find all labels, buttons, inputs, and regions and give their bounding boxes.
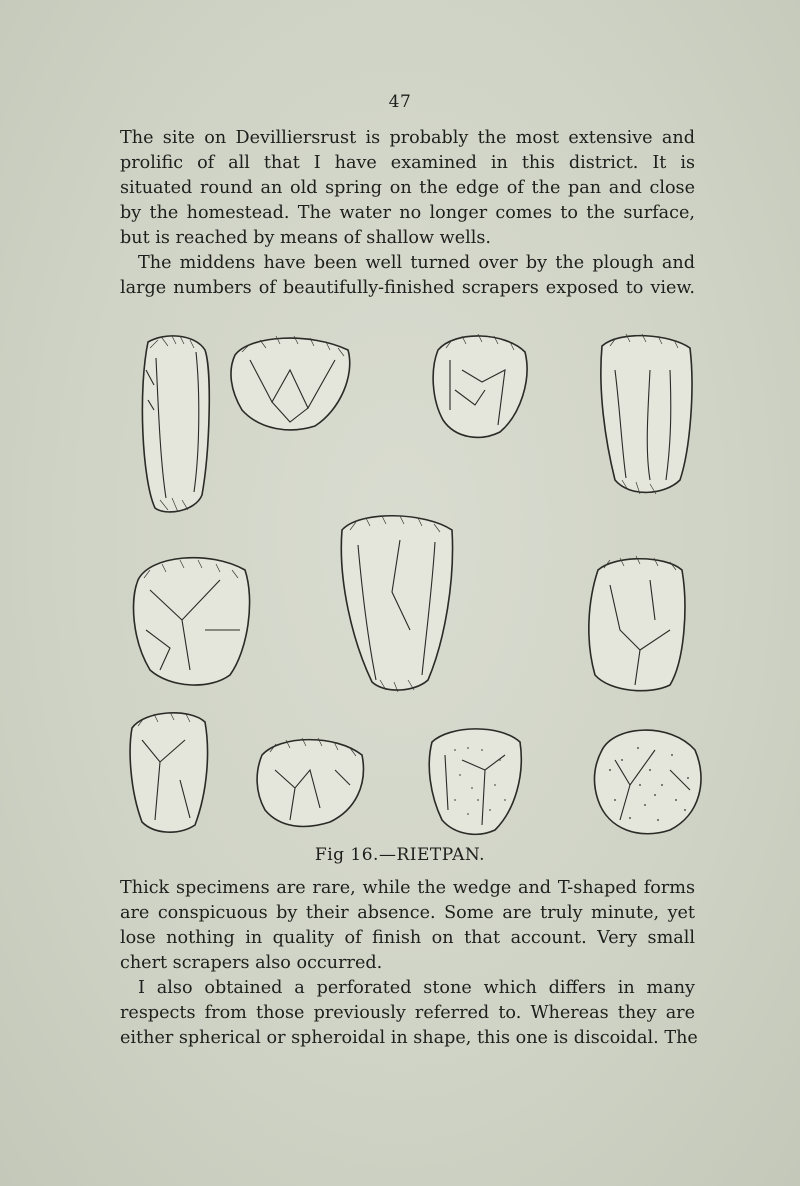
text-line: by the homestead. The water no longer comes to the surface, [120, 203, 695, 223]
figure-caption: Fig 16.—RIETPAN. [314, 845, 486, 865]
text-line: Thick specimens are rare, while the wedge and T-shaped forms [120, 878, 695, 898]
text-line: respects from those previously referred to. Whereas they are [120, 1003, 695, 1023]
text-line: situated round an old spring on the edge of the pan and close [120, 178, 695, 198]
scraper-8 [130, 712, 207, 832]
scraper-illustration [110, 330, 710, 840]
scraper-3 [433, 334, 527, 437]
text-line: The middens have been well turned over by the plough and [138, 253, 695, 273]
paragraph-devilliersrust [120, 126, 695, 301]
scraper-4 [601, 334, 692, 494]
text-line: prolific of all that I have examined in this district. It is [120, 153, 695, 173]
scraper-9 [257, 738, 363, 826]
scraper-5 [134, 558, 250, 685]
text-line: large numbers of beautifully-finished scrapers exposed to view. [120, 278, 695, 298]
scraper-6 [341, 516, 452, 692]
text-line: I also obtained a perforated stone which differs in many [138, 978, 695, 998]
paragraph-thick-specimens [120, 876, 698, 1051]
text-line: lose nothing in quality of finish on that account. Very small [120, 928, 695, 948]
scraper-10 [429, 729, 521, 834]
text-line: but is reached by means of shallow wells. [120, 228, 491, 248]
text-line: either spherical or spheroidal in shape, this one is discoidal. The [120, 1028, 698, 1048]
text-line: are conspicuous by their absence. Some are truly minute, yet [120, 903, 695, 923]
text-line: chert scrapers also occurred. [120, 953, 383, 973]
scraper-1 [142, 336, 209, 512]
scraper-7 [589, 556, 685, 691]
scraper-11 [595, 730, 701, 834]
page-number: 47 [388, 92, 412, 112]
scraper-2 [231, 336, 350, 430]
text-line: The site on Devilliersrust is probably the most extensive and [120, 128, 695, 148]
